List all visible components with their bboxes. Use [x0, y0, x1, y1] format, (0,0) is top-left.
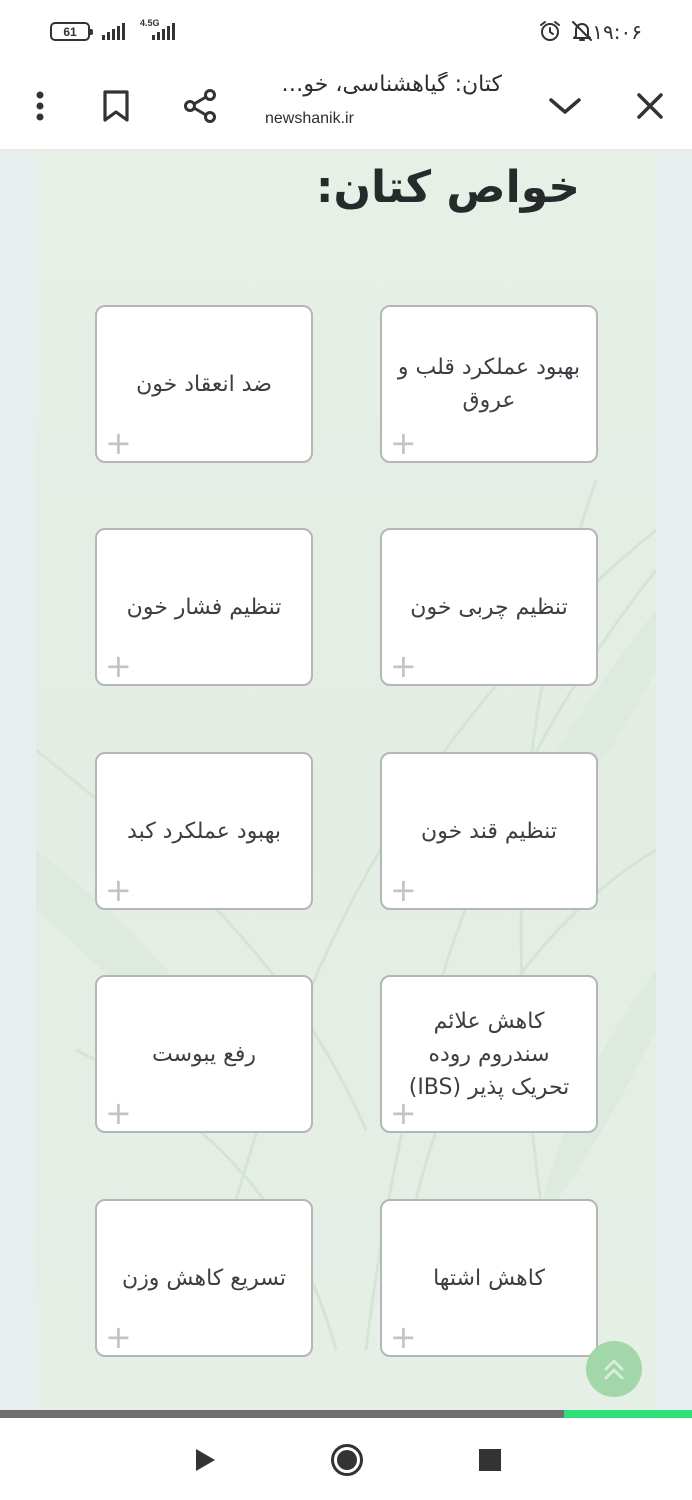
recents-square-icon [479, 1449, 501, 1471]
alarm-icon [538, 19, 562, 43]
benefit-card[interactable] [95, 752, 313, 910]
benefit-card[interactable] [95, 975, 313, 1133]
battery-level: 61 [63, 24, 77, 39]
expand-plus-icon[interactable]: + [105, 1318, 132, 1356]
back-play-icon [193, 1447, 217, 1473]
benefit-card-label: کاهش اشتها [433, 1265, 545, 1291]
notifications-off-icon [570, 19, 594, 43]
benefit-card-label: بهبود عملکرد کبد [127, 818, 281, 844]
status-time: ۱۹:۰۶ [592, 20, 642, 44]
reading-progress-bar [0, 1410, 692, 1418]
benefit-card[interactable] [95, 528, 313, 686]
expand-plus-icon[interactable]: + [105, 647, 132, 685]
page-content[interactable] [0, 150, 692, 1410]
benefit-card-label: تنظیم چربی خون [410, 594, 568, 620]
expand-plus-icon[interactable]: + [390, 424, 417, 462]
home-circle-icon [330, 1443, 364, 1477]
page-domain: newshanik.ir [265, 110, 354, 127]
benefit-card[interactable] [380, 305, 598, 463]
benefit-card[interactable] [380, 752, 598, 910]
benefit-card-label: رفع یبوست [152, 1041, 257, 1067]
double-chevron-up-icon [603, 1357, 625, 1381]
benefit-card[interactable] [380, 1199, 598, 1357]
article-panel [36, 150, 656, 1410]
status-bar [0, 0, 692, 62]
expand-plus-icon[interactable]: + [390, 1318, 417, 1356]
battery-icon [50, 22, 90, 41]
signal-icon-2 [152, 22, 175, 40]
expand-plus-icon[interactable]: + [390, 871, 417, 909]
nav-back-button[interactable] [181, 1436, 229, 1484]
bookmark-button[interactable] [90, 80, 142, 132]
expand-plus-icon[interactable]: + [390, 1094, 417, 1132]
close-icon [636, 92, 664, 120]
share-icon [182, 88, 218, 124]
system-nav-bar [0, 1418, 692, 1500]
share-button[interactable] [174, 80, 226, 132]
benefit-card[interactable] [380, 528, 598, 686]
benefit-card-label: کاهش علائم سندروم روده تحریک پذیر (IBS) [408, 1008, 570, 1100]
browser-toolbar [0, 62, 692, 150]
expand-plus-icon[interactable]: + [105, 424, 132, 462]
signal-icon [102, 22, 125, 40]
more-vert-icon [35, 90, 45, 122]
collapse-button[interactable] [539, 80, 591, 132]
expand-plus-icon[interactable]: + [390, 647, 417, 685]
benefit-card-label: تسریع کاهش وزن [122, 1265, 286, 1291]
expand-plus-icon[interactable]: + [105, 871, 132, 909]
section-heading: خواص کتان: [315, 162, 580, 213]
page-title[interactable]: کتان: گیاهشناسی، خو… [281, 72, 502, 97]
bookmark-icon [102, 89, 130, 123]
benefit-card-label: بهبود عملکرد قلب و عروق [397, 355, 581, 413]
scroll-to-top-button[interactable] [586, 1341, 642, 1397]
benefit-card[interactable] [380, 975, 598, 1133]
network-type: 4.5G [140, 18, 160, 28]
chevron-down-icon [548, 96, 582, 116]
expand-plus-icon[interactable]: + [105, 1094, 132, 1132]
nav-home-button[interactable] [323, 1436, 371, 1484]
more-options-button[interactable] [14, 80, 66, 132]
benefit-card-label: ضد انعقاد خون [136, 371, 272, 397]
close-button[interactable] [624, 80, 676, 132]
nav-recents-button[interactable] [466, 1436, 514, 1484]
benefit-card[interactable] [95, 305, 313, 463]
benefit-card-label: تنظیم فشار خون [126, 594, 282, 620]
benefit-card-label: تنظیم قند خون [421, 818, 557, 844]
reading-progress-fill [564, 1410, 692, 1418]
benefit-card[interactable] [95, 1199, 313, 1357]
